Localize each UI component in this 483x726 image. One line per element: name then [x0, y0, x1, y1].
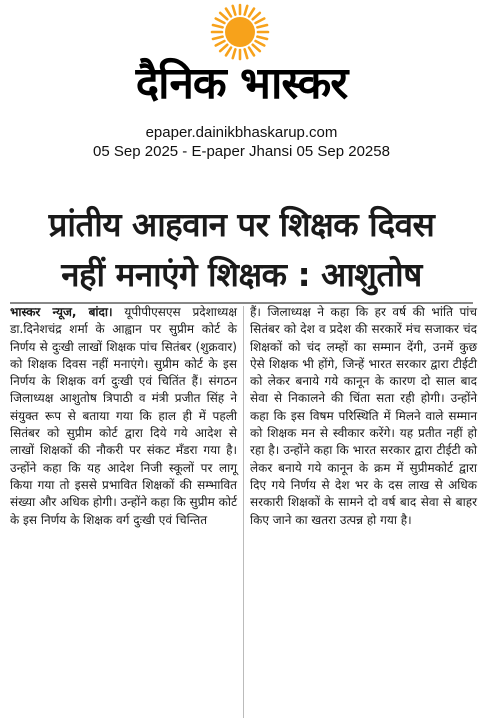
masthead-title: दैनिक भास्कर [135, 58, 348, 109]
sun-ray [233, 6, 236, 15]
sun-ray [213, 37, 223, 39]
article-column-1 [10, 304, 237, 529]
column-divider [243, 306, 244, 718]
sun-ray [245, 6, 248, 15]
column-1-text [10, 304, 237, 529]
sun-ray [213, 25, 223, 27]
edition-dateline: 05 Sep 2025 - E-paper Jhansi 05 Sep 20258 [93, 143, 390, 160]
sun-ray [220, 13, 227, 19]
sun-ray [220, 45, 227, 51]
site-url[interactable]: epaper.dainikbhaskarup.com [145, 124, 338, 141]
sun-ray [253, 13, 260, 19]
sun-ray [256, 41, 265, 46]
sun-ray [249, 9, 254, 17]
sun-ray [216, 41, 225, 46]
headline-line-2: नहीं मनाएंगे शिक्षक : आशुतोष [61, 255, 422, 294]
article-column-2 [250, 304, 477, 529]
headline-line-1: प्रांतीय आहवान पर शिक्षक दिवस [48, 205, 435, 244]
sun-ray [256, 19, 265, 24]
column-2-body: हैं। जिलाध्यक्ष ने कहा कि हर वर्ष की भांति पांच सितंबर को देश व प्रदेश की सरकारें मंच सजाकर चंद शिक्षकों को चंद लम्हों का सम्मान देंगी, उनमें कुछ ऐसे शिक्षक भी होंगे, जिन्हें भारत सरकार द्वारा टीईटी को लेकर बनाये गये कानून के कारण दो साल बाद सेवा से निकालने की चिंता सता रही होगी। उन्होंने कहा कि इस विषम परिस्थिति में मिलने वाले सम्मान को शिक्षक मन से स्वीकार करेंगे। यह प्रतीत नहीं हो रहा है। उन्होंने कहा कि भारत सरकार द्वारा टीईटी को लेकर बनाये गये कानून के क्रम में सुप्रीमकोर्ट द्वारा दिए गये निर्णय से देश भर के दस लाख से अधिक सरकारी शिक्षकों के सामने दो वर्ष बाद सेवा से बाहर किए जाने का खतरा उत्पन्न हो गया है। [250, 305, 477, 527]
article-headline [8, 200, 475, 300]
sun-ray [257, 25, 267, 27]
sun-ray [253, 45, 260, 51]
byline-lead: भास्कर न्यूज, बांदा। [10, 305, 113, 319]
column-1-body: यूपीपीएसएस प्रदेशाध्यक्ष डा.दिनेशचंद्र शर्मा के आह्वान पर सुप्रीम कोर्ट के निर्णय से दुःखी लाखों शिक्षक पांच सितंबर (शुक्रवार) को शिक्षक दिवस नहीं मनाएंगे। सुप्रीम कोर्ट के इस निर्णय के शिक्षक वर्ग दुःखी एवं चितिंत हैं। संगठन जिलाध्यक्ष आशुतोष त्रिपाठी व मंत्री प्रजीत सिंह ने संयुक्त रूप से बताया गया कि हाल ही में पहली सितंबर को सुप्रीम कोर्ट द्वारा दिये गये आदेश से लाखों शिक्षकों की नौकरी पर संकट मँडरा गया है। उन्होंने कहा कि यह आदेश निजी स्कूलों पर लागू किया गया तो इससे प्रभावित शिक्षकों की सम्भावित संख्या और अधिक होगी। उन्होंने कहा कि सुप्रीम कोर्ट के इस निर्णय के शिक्षक वर्ग दुःखी एवं चिन्तित [10, 305, 237, 527]
sun-ray [257, 37, 267, 39]
sun-ray [216, 19, 225, 24]
sun-ray [226, 9, 231, 17]
